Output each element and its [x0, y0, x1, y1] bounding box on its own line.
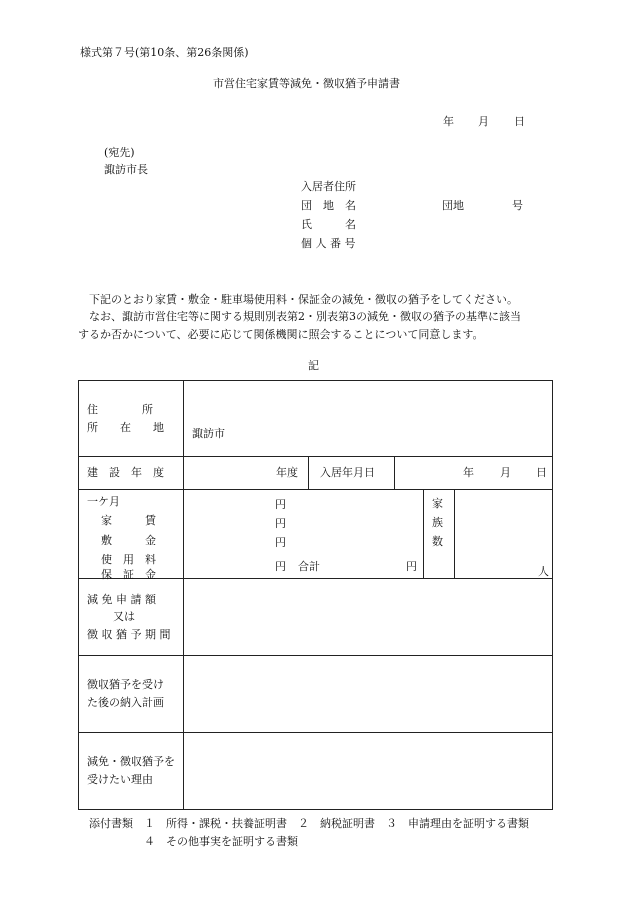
move-in-day: 日 — [536, 466, 547, 479]
name-label: 氏 名 — [301, 218, 356, 231]
reduction-label-1: 減 免 申 請 額 — [87, 593, 156, 607]
resident-address-label: 入居者住所 — [301, 180, 356, 193]
mayor-label: 諏訪市長 — [104, 163, 148, 176]
attachments-line-2: ４ その他事実を証明する書類 — [144, 835, 298, 848]
reduction-value-cell[interactable] — [184, 579, 553, 656]
construction-value-cell[interactable] — [184, 457, 553, 490]
reason-value-cell[interactable] — [184, 733, 553, 810]
move-in-date-label: 入居年月日 — [320, 466, 375, 479]
danchi-suffix: 団地 — [442, 199, 464, 212]
body-line-2: なお、諏訪市営住宅等に関する規則別表第2・別表第3の減免・徴収の猶予の基準に該当 — [89, 310, 521, 323]
family-label-1: 家 — [432, 497, 443, 510]
address-label: 住 所 — [87, 402, 153, 416]
body-line-3: するか否かについて、必要に応じて関係機関に照会することについて同意します。 — [78, 328, 484, 341]
application-table — [78, 380, 553, 810]
ki-label: 記 — [308, 359, 319, 372]
address-value-cell[interactable] — [184, 381, 553, 457]
date-month-label: 月 — [478, 115, 489, 128]
location-label: 所 在 地 — [87, 420, 164, 434]
plan-label-1: 徴収猶予を受け — [87, 678, 164, 692]
move-in-year: 年 — [463, 466, 474, 479]
monthly-label-cell — [79, 490, 184, 579]
family-label-3: 数 — [432, 535, 443, 548]
persons-unit: 人 — [538, 565, 549, 578]
guarantee-yen: 円 — [275, 560, 286, 573]
nendo-label: 年度 — [276, 466, 298, 479]
reason-label-2: 受けたい理由 — [87, 773, 153, 786]
guarantee-label: 保 証 金 — [101, 568, 156, 581]
plan-label-cell — [79, 656, 184, 733]
body-line-1: 下記のとおり家賃・敷金・駐車場使用料・保証金の減免・徴収の猶予をしてください。 — [89, 293, 518, 306]
total-label: 合計 — [298, 560, 320, 573]
address-label-cell — [79, 381, 184, 457]
monthly-label: 一ケ月 — [87, 495, 120, 508]
page-title: 市営住宅家賃等減免・徴収猶予申請書 — [213, 77, 400, 90]
personal-number-label: 個 人 番 号 — [301, 237, 356, 250]
reason-label-1: 減免・徴収猶予を — [87, 755, 175, 769]
family-label-2: 族 — [432, 516, 443, 529]
reduction-label-cell — [79, 579, 184, 656]
date-year-label: 年 — [443, 115, 454, 128]
address-value: 諏訪市 — [192, 427, 225, 440]
usage-fee-label: 使 用 料 — [101, 553, 156, 566]
rent-label: 家 賃 — [101, 514, 156, 527]
plan-value-cell[interactable] — [184, 656, 553, 733]
deposit-label: 敷 金 — [101, 534, 156, 547]
usage-yen: 円 — [275, 536, 286, 549]
date-day-label: 日 — [514, 115, 525, 128]
plan-label-2: た後の納入計画 — [87, 696, 164, 709]
reduction-label-3: 徴 収 猶 予 期 間 — [87, 627, 171, 641]
construction-label-cell — [79, 457, 184, 490]
form-number: 様式第７号(第10条、第26条関係) — [80, 46, 249, 59]
total-yen: 円 — [406, 560, 417, 573]
addressee-label: (宛先) — [104, 146, 135, 159]
reduction-label-2: 又は — [113, 610, 135, 624]
attachments-line-1: 添付書類 １ 所得・課税・扶養証明書 ２ 納税証明書 ３ 申請理由を証明する書類 — [89, 817, 529, 830]
monthly-value-cell[interactable] — [184, 490, 553, 579]
construction-year-label: 建 設 年 度 — [87, 466, 164, 480]
deposit-yen: 円 — [275, 517, 286, 530]
reason-label-cell — [79, 733, 184, 810]
danchi-name-label: 団 地 名 — [301, 199, 356, 212]
move-in-month: 月 — [500, 466, 511, 479]
go-suffix: 号 — [512, 199, 523, 212]
rent-yen: 円 — [275, 498, 286, 511]
